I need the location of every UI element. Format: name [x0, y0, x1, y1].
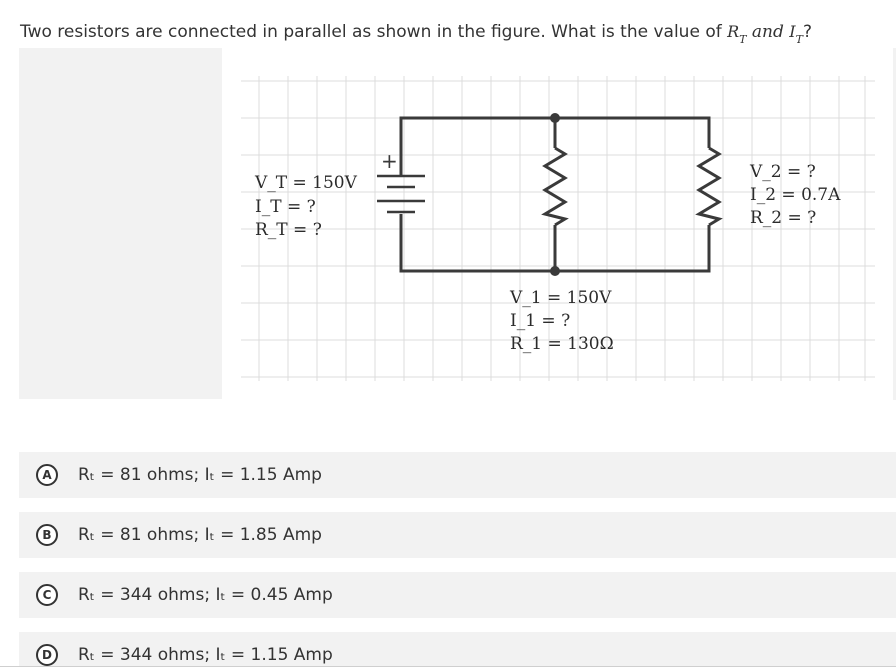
label-i1: I_1 = ? — [510, 311, 571, 331]
question-var-i: $I_T$ — [789, 22, 803, 46]
label-i2: I_2 = 0.7A — [750, 185, 841, 205]
question-var-r: $R_T$ — [727, 22, 747, 46]
label-r2: R_2 = ? — [750, 208, 817, 228]
option-c[interactable] — [19, 572, 896, 618]
label-rt: R_T = ? — [255, 220, 322, 240]
option-b-text: Rₜ = 81 ohms; Iₜ = 1.85 Amp — [78, 525, 322, 545]
label-it: I_T = ? — [255, 197, 316, 217]
battery-icon — [377, 176, 425, 212]
option-d[interactable] — [19, 632, 896, 666]
circuit-figure — [19, 48, 895, 399]
option-a[interactable] — [19, 452, 896, 498]
option-b[interactable] — [19, 512, 896, 558]
label-vt: V_T = 150V — [255, 173, 357, 193]
junction-top-dot — [550, 113, 560, 123]
question-body: Two resistors are connected in parallel as shown in the figure. What is the value of — [20, 22, 722, 42]
option-a-letter: A — [36, 464, 58, 486]
circuit-diagram — [19, 48, 895, 399]
label-v1: V_1 = 150V — [510, 288, 612, 308]
option-c-text: Rₜ = 344 ohms; Iₜ = 0.45 Amp — [78, 585, 333, 605]
option-c-letter: C — [36, 584, 58, 606]
resistor-r2-icon — [699, 148, 719, 225]
label-r1: R_1 = 130Ω — [510, 334, 614, 354]
option-d-letter: D — [36, 644, 58, 666]
question-end: ? — [802, 22, 812, 42]
bottom-divider — [0, 666, 896, 667]
option-d-text: Rₜ = 344 ohms; Iₜ = 1.15 Amp — [78, 645, 333, 665]
junction-bottom-dot — [550, 266, 560, 276]
option-a-text: Rₜ = 81 ohms; Iₜ = 1.15 Amp — [78, 465, 322, 485]
label-v2: V_2 = ? — [750, 162, 816, 182]
question-and: and — [746, 22, 790, 42]
battery-plus: + — [381, 149, 398, 173]
question-text — [20, 18, 812, 48]
option-b-letter: B — [36, 524, 58, 546]
resistor-r1-icon — [545, 148, 565, 225]
